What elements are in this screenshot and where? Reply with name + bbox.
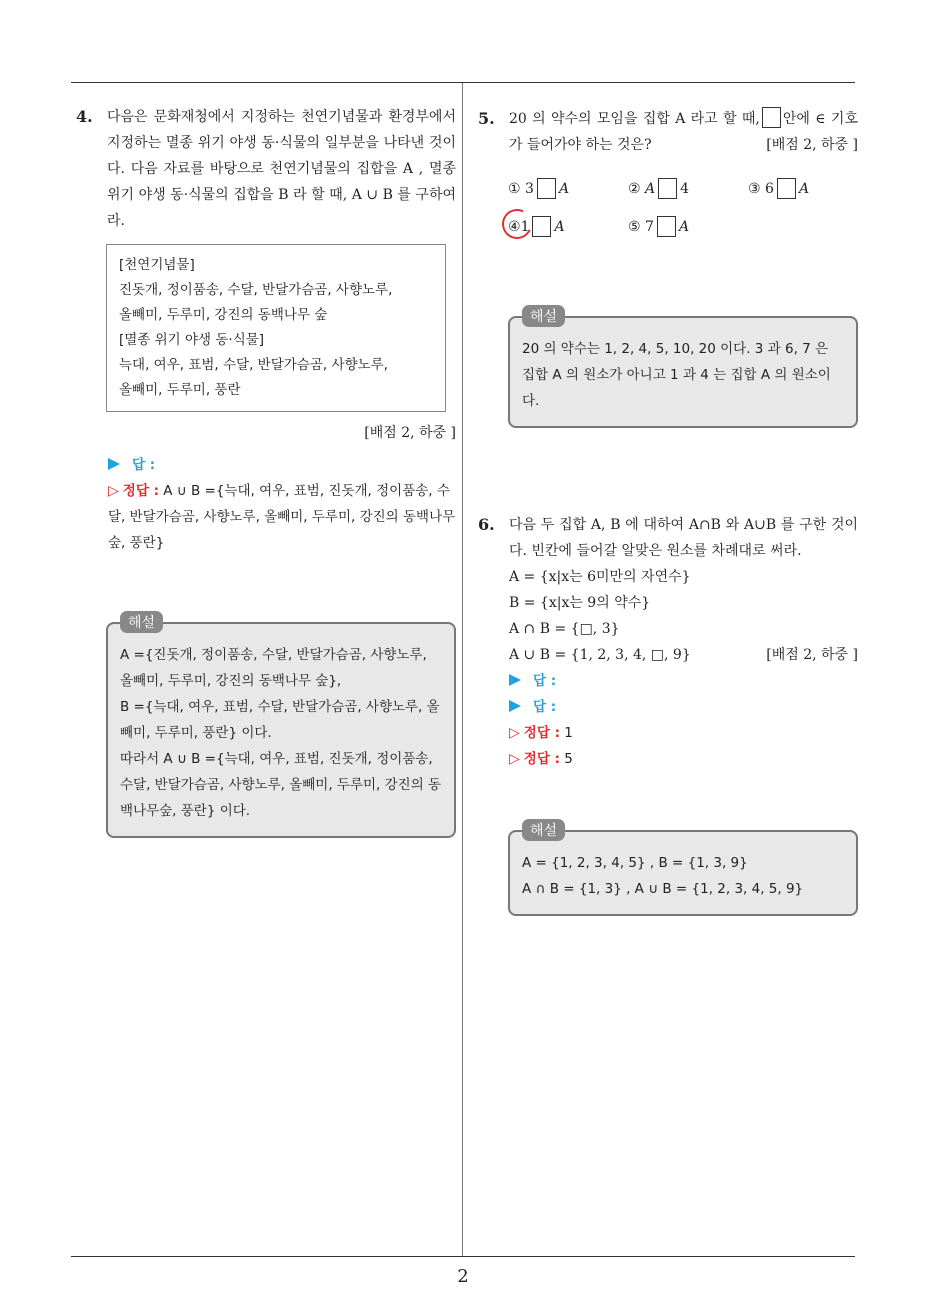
choice-right: A [798,180,810,197]
solution-body [108,624,454,836]
question-number: 6. [478,515,495,534]
choice-right: A [558,180,570,197]
math-line-with-score [509,642,858,668]
correct-answer-text: A ∪ B ={늑대, 여우, 표범, 진돗개, 정이품송, 수달, 반달가슴곰, 사향노루, 올빼미, 두루미, 강진의 동백나무숲, 풍란} [108,483,456,551]
left-column [76,104,456,838]
solution-line: 따라서 A ∪ B ={늑대, 여우, 표범, 진돗개, 정이품송, 수달, 반달가슴곰, 사향노루, 올빼미, 두루미, 강진의 동백나무숲, 풍란} 이다. [120,751,442,819]
solution-body [510,832,856,914]
top-rule [71,82,855,83]
math-line: A ∩ B = {□, 3} [509,621,620,637]
solution-line: A ∩ B = {1, 3} , A ∪ B = {1, 2, 3, 4, 5, 9} [522,881,804,897]
solution-box [106,615,456,838]
answer-label: 답 : [533,699,557,715]
box-line: [천연기념물] [119,257,195,273]
choice-mark: ② [628,180,641,197]
correct-answer-value: 1 [564,725,573,741]
choice-mark: ④ [508,218,521,235]
choice-2[interactable] [628,178,689,199]
box-line: 늑대, 여우, 표범, 수달, 반달가슴곰, 사향노루, [119,357,388,373]
correct-answer-value: 5 [564,751,573,767]
answer-row [108,452,456,478]
question-number: 4. [76,107,93,126]
solution-box [508,823,858,916]
choice-mark: ① [508,180,521,197]
question-text: 다음은 문화재청에서 지정하는 천연기념물과 환경부에서 지정하는 멸종 위기 야생 동·식물의 일부분을 나타낸 것이다. 다음 자료를 바탕으로 천연기념물의 집합을 A , 멸종 위기 야생 동·식물의 집합을 B 라 할 때, A ∪ B 를 구하여라. [107,109,456,229]
solution-box [508,309,858,428]
play-triangle-icon [509,674,521,686]
answer-label: 답 : [533,673,557,689]
outline-triangle-icon: ▷ [509,751,520,767]
answer-label: 답 : [132,457,156,473]
selected-circle-mark [498,205,536,243]
question-text: 다음 두 집합 A, B 에 대하여 A∩B 와 A∪B 를 구한 것이다. 빈칸에 들어갈 알맞은 원소를 차례대로 써라. [509,517,858,559]
column-divider [462,83,463,1256]
right-column [478,106,858,916]
box-line: [멸종 위기 야생 동·식물] [119,332,265,348]
box-line: 진돗개, 정이품송, 수달, 반달가슴곰, 사향노루, [119,282,393,298]
blank-box [657,216,676,237]
choice-left: A [645,180,656,197]
choice-left: 7 [645,218,654,235]
question-5 [478,106,858,158]
box-line: 올빼미, 두루미, 강진의 동백나무 숲 [119,307,328,323]
choice-left: 6 [765,180,774,197]
play-triangle-icon [108,458,120,470]
bottom-rule [71,1256,855,1257]
correct-answer-row [509,720,858,746]
choices [508,178,858,268]
play-triangle-icon [509,700,521,712]
solution-line: B ={늑대, 여우, 표범, 수달, 반달가슴곰, 사향노루, 올빼미, 두루미, 풍란} 이다. [120,699,440,741]
answer-section [76,452,456,556]
choice-3[interactable] [748,178,809,199]
math-line: A = {x|x는 6미만의 자연수} [509,569,691,585]
page-number: 2 [457,1266,469,1287]
choice-right: A [554,218,565,235]
question-text-part: 안에 ∈ 기호가 들어가야 하는 것은? [509,111,858,153]
solution-line: A ={진돗개, 정이품송, 수달, 반달가슴곰, 사향노루, 올빼미, 두루미, 강진의 동백나무 숲}, [120,647,427,689]
outline-triangle-icon: ▷ [509,725,520,741]
blank-box [658,178,677,199]
solution-tag: 해설 [120,611,163,633]
answer-row [509,668,858,694]
question-number: 5. [478,109,495,128]
solution-tag: 해설 [522,305,565,327]
outline-triangle-icon: ▷ [108,483,119,499]
choice-right: A [678,218,690,235]
blank-box [777,178,796,199]
choice-right: 4 [680,180,690,197]
choice-mark: ③ [748,180,761,197]
question-text-part: 20 의 약수의 모임을 집합 A 라고 할 때, [509,111,760,127]
blank-box [532,216,551,237]
solution-tag: 해설 [522,819,565,841]
choice-5[interactable] [628,216,689,237]
choice-1[interactable] [508,178,569,199]
solution-body: 20 의 약수는 1, 2, 4, 5, 10, 20 이다. 3 과 6, 7 은 집합 A 의 원소가 아니고 1 과 4 는 집합 A 의 원소이다. [522,341,831,409]
score-label: [배점 2, 하중 ] [766,647,858,663]
box-line: 올빼미, 두루미, 풍란 [119,382,241,398]
math-line: B = {x|x는 9의 약수} [509,595,651,611]
choice-left: 1 [520,218,530,235]
question-6 [478,512,858,772]
score-label: [배점 2, 하중 ] [766,137,858,153]
solution-line: A = {1, 2, 3, 4, 5} , B = {1, 3, 9} [522,855,748,871]
score-label: [배점 2, 하중 ] [364,425,456,441]
data-box [106,244,446,412]
correct-label: 정답 : [523,725,560,741]
correct-answer-row [509,746,858,772]
choice-mark: ⑤ [628,218,641,235]
blank-box [537,178,556,199]
correct-label: 정답 : [523,751,560,767]
question-4 [76,104,456,234]
correct-answer-row [108,478,456,556]
math-line: A ∪ B = {1, 2, 3, 4, □, 9} [509,647,691,663]
question-text [509,106,858,158]
choice-left: 3 [525,180,534,197]
choice-4[interactable] [508,216,565,237]
blank-box [762,107,781,128]
correct-label: 정답 : [122,483,159,499]
answer-row [509,694,858,720]
